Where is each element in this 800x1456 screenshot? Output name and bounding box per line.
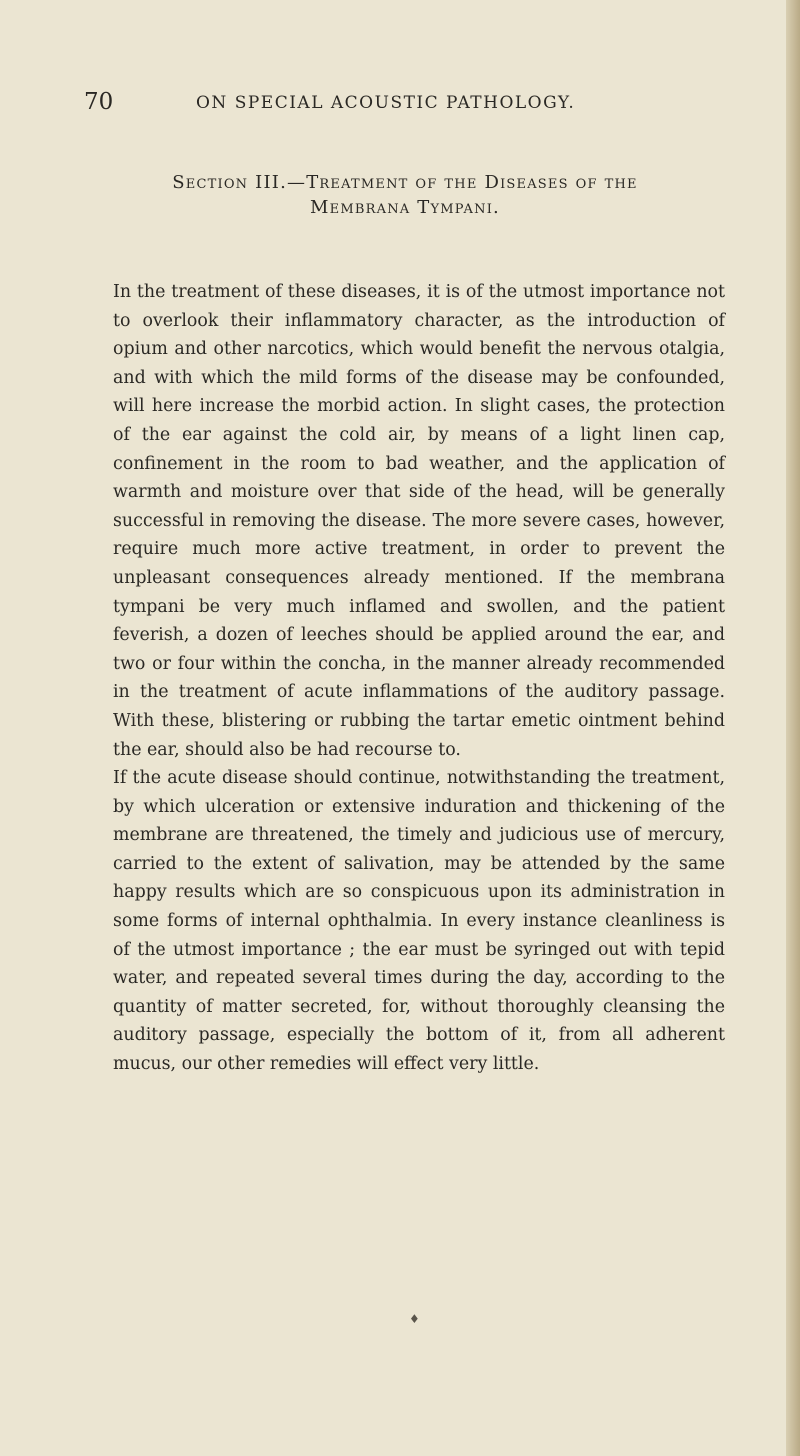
paragraph: In the treatment of these diseases, it is of the utmost importance not to overlook their inflammatory character, as the introduction of opium and other narcotics, which would benefit the nervous otalgia, and with which the mild forms of the disease may be confounded, will here increase the morbid action. In slight cases, the protection of the ear against the cold air, by means of a light linen cap, confinement in the room to bad weather, and the application of warmth and moisture over that side of the head, will be generally successful in removing the disease. The more severe cases, however, require much more active treatment, in order to prevent the unpleasant consequences already mentioned. If the membrana tympani be very much inflamed and swollen, and the patient feverish, a dozen of leeches should be applied around the ear, and two or four within the concha, in the manner already recommended in the treatment of acute inflammations of the auditory passage. With these, blistering or rubbing the tartar emetic ointment behind the ear, should also be had recourse to. xyxy=(113,282,725,760)
section-heading-line-2: Membrana Tympani. xyxy=(310,197,500,218)
paragraph: If the acute disease should continue, notwithstanding the treatment, by which ulceration or extensive induration and thickening of the membrane are threatened, the timely and judicious use of mercury, carried to the extent of salivation, may be attended by the same happy results which are so conspicuous upon its administration in some forms of internal ophthalmia. In every instance cleanliness is of the utmost importance ; the ear must be syringed out with tepid water, and repeated several times during the day, according to the quantity of matter secreted, for, without thoroughly cleansing the auditory passage, especially the bottom of it, from all adherent mucus, our other remedies will effect very little. xyxy=(113,768,725,1075)
body-text xyxy=(113,278,725,1079)
printer-mark-icon: ♦ xyxy=(409,1312,420,1326)
page-number: 70 xyxy=(84,89,114,115)
running-head xyxy=(84,88,724,116)
page-edge xyxy=(786,0,800,1456)
section-heading xyxy=(100,170,710,220)
section-heading-line-1: Section III.—Treatment of the Diseases of the xyxy=(172,172,638,193)
running-title: ON SPECIAL ACOUSTIC PATHOLOGY. xyxy=(196,93,576,113)
